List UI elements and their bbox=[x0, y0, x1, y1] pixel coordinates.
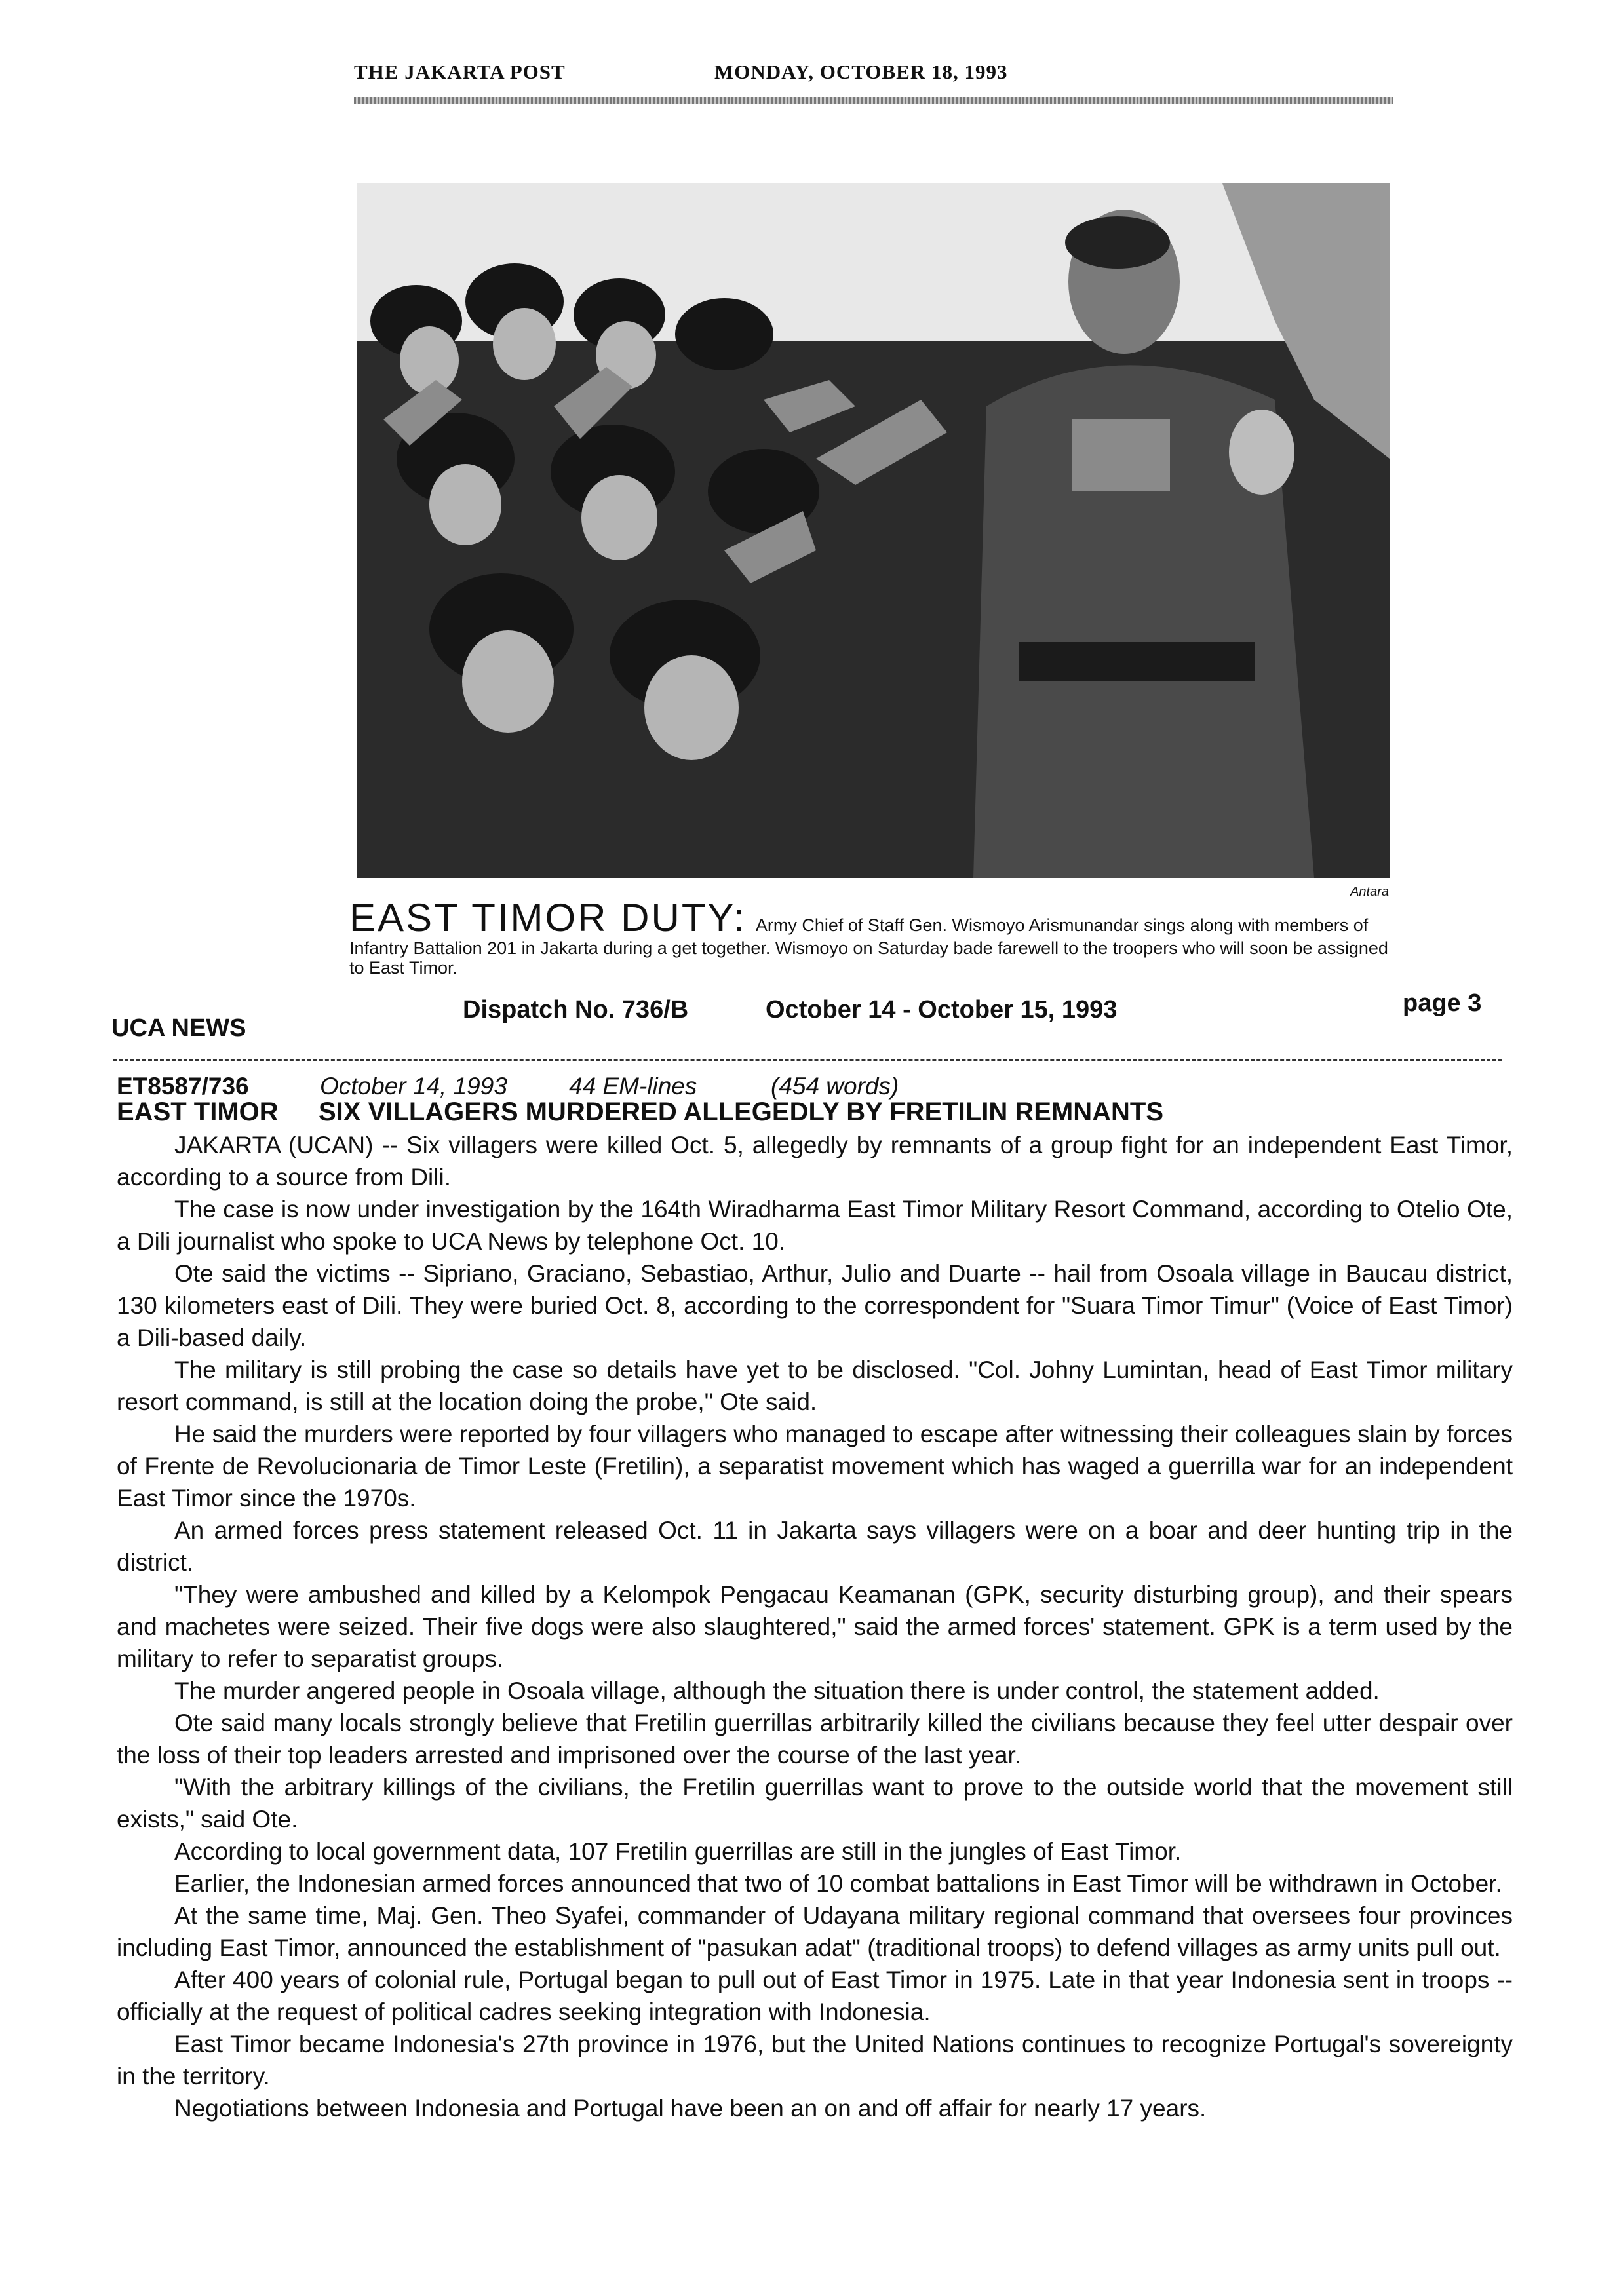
article-paragraph: The murder angered people in Osoala village, although the situation there is under control, the statement added. bbox=[174, 1677, 1380, 1704]
article bbox=[117, 1065, 1513, 2124]
article-paragraph: Ote said many locals strongly believe that Fretilin guerrillas arbitrarily killed the civilians because they feel utter despair over the loss of their top leaders arrested and imprisoned over the course of the last year. bbox=[117, 1710, 1513, 1769]
article-paragraph: "With the arbitrary killings of the civilians, the Fretilin guerrillas want to prove to the outside world that the movement still exists," said Ote. bbox=[117, 1774, 1513, 1833]
article-paragraph: "They were ambushed and killed by a Kelompok Pengacau Keamanan (GPK, security disturbing group), and their spears and machetes were seized. Their five dogs were also slaughtered," said the armed forces' statement. GPK is a term used by the military to refer to separatist groups. bbox=[117, 1581, 1513, 1672]
article-paragraph: He said the murders were reported by four villagers who managed to escape after witnessing their colleagues slain by forces of Frente de Revolucionaria de Timor Leste (Fretilin), a separatist movement which has waged a guerrilla war for an independent East Timor since the 1970s. bbox=[117, 1421, 1513, 1512]
article-words: (454 words) bbox=[771, 1073, 899, 1100]
article-meta bbox=[117, 1065, 1513, 1098]
publication-date: MONDAY, OCTOBER 18, 1993 bbox=[714, 60, 1008, 83]
masthead-rule bbox=[354, 97, 1393, 104]
article-id: ET8587/736 bbox=[117, 1073, 249, 1100]
publication-name: THE JAKARTA POST bbox=[354, 60, 566, 83]
caption-headline: EAST TIMOR DUTY: bbox=[349, 896, 747, 940]
article-headline-row bbox=[117, 1098, 1513, 1129]
article-paragraph: Earlier, the Indonesian armed forces announced that two of 10 combat battalions in East Timor will be withdrawn in October. bbox=[174, 1870, 1502, 1897]
article-paragraph: JAKARTA (UCAN) -- Six villagers were killed Oct. 5, allegedly by remnants of a group fight for an independent East Timor, according to a source from Dili. bbox=[117, 1132, 1513, 1191]
article-paragraph: An armed forces press statement released Oct. 11 in Jakarta says villagers were on a boar and deer hunting trip in the district. bbox=[117, 1517, 1513, 1576]
article-paragraph: Negotiations between Indonesia and Portugal have been an on and off affair for nearly 17 years. bbox=[174, 2095, 1207, 2122]
caption-text: Army Chief of Staff Gen. Wismoyo Arismunandar sings along with members of Infantry Battalion 201 in Jakarta during a get together. Wismoyo on Saturday bade farewell to the troopers who will soon be assigned to East Timor. bbox=[349, 915, 1388, 978]
article-paragraph: East Timor became Indonesia's 27th province in 1976, but the United Nations continues to recognize Portugal's sovereignty in the territory. bbox=[117, 2031, 1513, 2090]
dashed-divider bbox=[113, 1059, 1502, 1061]
article-location: EAST TIMOR bbox=[117, 1098, 279, 1126]
masthead bbox=[354, 60, 1403, 86]
dispatch-dates: October 14 - October 15, 1993 bbox=[766, 996, 1118, 1024]
article-headline: SIX VILLAGERS MURDERED ALLEGEDLY BY FRETILIN REMNANTS bbox=[319, 1098, 1164, 1126]
page-number: page 3 bbox=[1403, 989, 1482, 1017]
news-source: UCA NEWS bbox=[111, 1014, 246, 1042]
photo-credit: Antara bbox=[1350, 885, 1389, 899]
article-paragraph: According to local government data, 107 Fretilin guerrillas are still in the jungles of East Timor. bbox=[174, 1838, 1182, 1865]
photo-illustration bbox=[357, 183, 1390, 878]
photo-caption bbox=[349, 898, 1391, 978]
article-body bbox=[117, 1129, 1513, 2124]
article-date: October 14, 1993 bbox=[320, 1073, 507, 1100]
article-paragraph: The case is now under investigation by the 164th Wiradharma East Timor Military Resort Command, according to Otelio Ote, a Dili journalist who spoke to UCA News by telephone Oct. 10. bbox=[117, 1196, 1513, 1255]
article-lines: 44 EM-lines bbox=[569, 1073, 697, 1100]
article-paragraph: At the same time, Maj. Gen. Theo Syafei, commander of Udayana military regional command that oversees four provinces including East Timor, announced the establishment of "pasukan adat" (traditional troops) to defend villages as army units pull out. bbox=[117, 1902, 1513, 1961]
dispatch-number: Dispatch No. 736/B bbox=[463, 996, 689, 1024]
dispatch-header bbox=[111, 989, 1508, 1042]
article-paragraph: The military is still probing the case so details have yet to be disclosed. "Col. Johny Lumintan, head of East Timor military resort command, is still at the location doing the probe," Ote said. bbox=[117, 1356, 1513, 1415]
article-paragraph: After 400 years of colonial rule, Portugal began to pull out of East Timor in 1975. Late in that year Indonesia sent in troops -- officially at the request of political cadres seeking integration with Indonesia. bbox=[117, 1966, 1513, 2025]
article-paragraph: Ote said the victims -- Sipriano, Graciano, Sebastiao, Arthur, Julio and Duarte -- hail from Osoala village in Baucau district, 130 kilometers east of Dili. They were buried Oct. 8, according to the correspondent for "Suara Timor Timur" (Voice of East Timor) a Dili-based daily. bbox=[117, 1260, 1513, 1351]
news-photo bbox=[357, 183, 1390, 878]
